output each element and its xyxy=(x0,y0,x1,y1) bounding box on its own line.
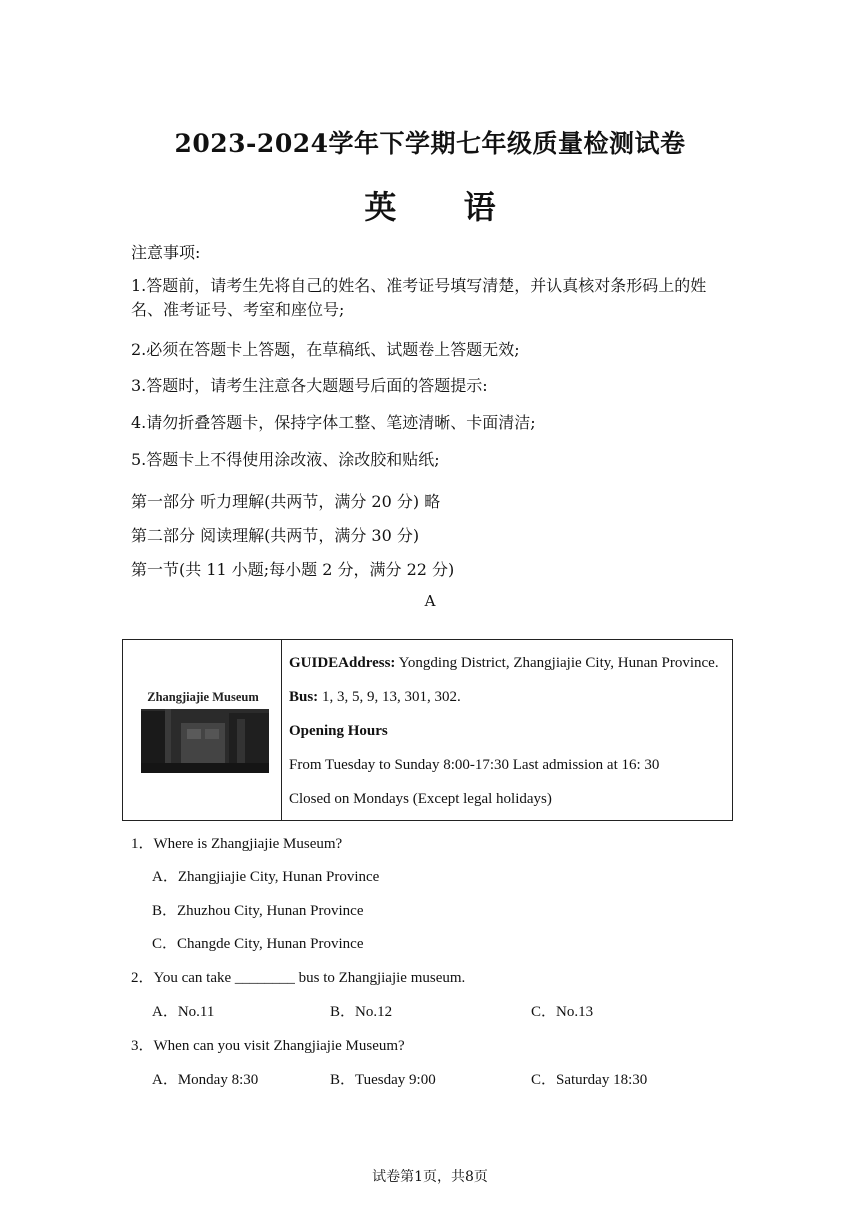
note-item-2: 2.必须在答题卡上答题，在草稿纸、试题卷上答题无效; xyxy=(131,340,520,359)
part-2-heading: 第二部分 阅读理解(共两节，满分 30 分) xyxy=(131,526,420,545)
museum-image-label: Zhangjiajie Museum xyxy=(147,690,259,704)
address-value: Yongding District, Zhangjiajie City, Hunan Province. xyxy=(395,655,719,671)
notes-heading: 注意事项: xyxy=(131,243,201,262)
exam-title: 2023-2024学年下学期七年级质量检测试卷 xyxy=(174,129,686,158)
question-3-option-b: B．Tuesday 9:00 xyxy=(330,1072,436,1088)
note-item-1: 1.答题前，请考生先将自己的姓名、准考证号填写清楚，并认真核对条形码上的姓名、准考证号、考室和座位号; xyxy=(131,276,707,319)
question-2-stem: 2．You can take ________ bus to Zhangjiajie museum. xyxy=(131,970,466,986)
question-2-option-a: A．No.11 xyxy=(152,1004,215,1020)
bus-value: 1, 3, 5, 9, 13, 301, 302. xyxy=(318,689,461,705)
question-1-option-a: A．Zhangjiajie City, Hunan Province xyxy=(152,869,380,885)
question-1-option-c: C．Changde City, Hunan Province xyxy=(152,936,364,952)
question-3-option-a: A．Monday 8:30 xyxy=(152,1072,259,1088)
question-1-option-b: B．Zhuzhou City, Hunan Province xyxy=(152,903,364,919)
subject-title: 英 语 xyxy=(364,188,524,226)
question-3-option-c: C．Saturday 18:30 xyxy=(531,1072,648,1088)
museum-guide-table xyxy=(122,639,733,821)
bus-label: Bus: xyxy=(289,689,319,705)
section-1-heading: 第一节(共 11 小题;每小题 2 分，满分 22 分) xyxy=(131,560,455,579)
museum-photo-icon xyxy=(141,709,269,773)
opening-hours-label: Opening Hours xyxy=(289,723,388,739)
note-item-4: 4.请勿折叠答题卡，保持字体工整、笔迹清晰、卡面清洁; xyxy=(131,413,536,432)
question-2-option-c: C．No.13 xyxy=(531,1004,594,1020)
closed-line: Closed on Mondays (Except legal holidays) xyxy=(289,791,552,807)
note-item-5: 5.答题卡上不得使用涂改液、涂改胶和贴纸; xyxy=(131,450,440,469)
address-label: GUIDEAddress: xyxy=(289,655,396,671)
part-1-heading: 第一部分 听力理解(共两节，满分 20 分) 略 xyxy=(131,492,441,511)
museum-image-cell xyxy=(123,640,282,820)
opening-hours-line: From Tuesday to Sunday 8:00-17:30 Last admission at 16: 30 xyxy=(289,757,660,773)
question-2-option-b: B．No.12 xyxy=(330,1004,393,1020)
question-1-stem: 1．Where is Zhangjiajie Museum? xyxy=(131,836,343,852)
question-3-stem: 3．When can you visit Zhangjiajie Museum? xyxy=(131,1038,405,1054)
museum-info-cell xyxy=(282,640,732,820)
address-line xyxy=(289,655,719,672)
passage-label: A xyxy=(424,592,436,610)
page-footer: 试卷第1页，共8页 xyxy=(372,1169,488,1185)
bus-line xyxy=(289,689,461,706)
note-item-3: 3.答题时，请考生注意各大题题号后面的答题提示: xyxy=(131,376,488,395)
